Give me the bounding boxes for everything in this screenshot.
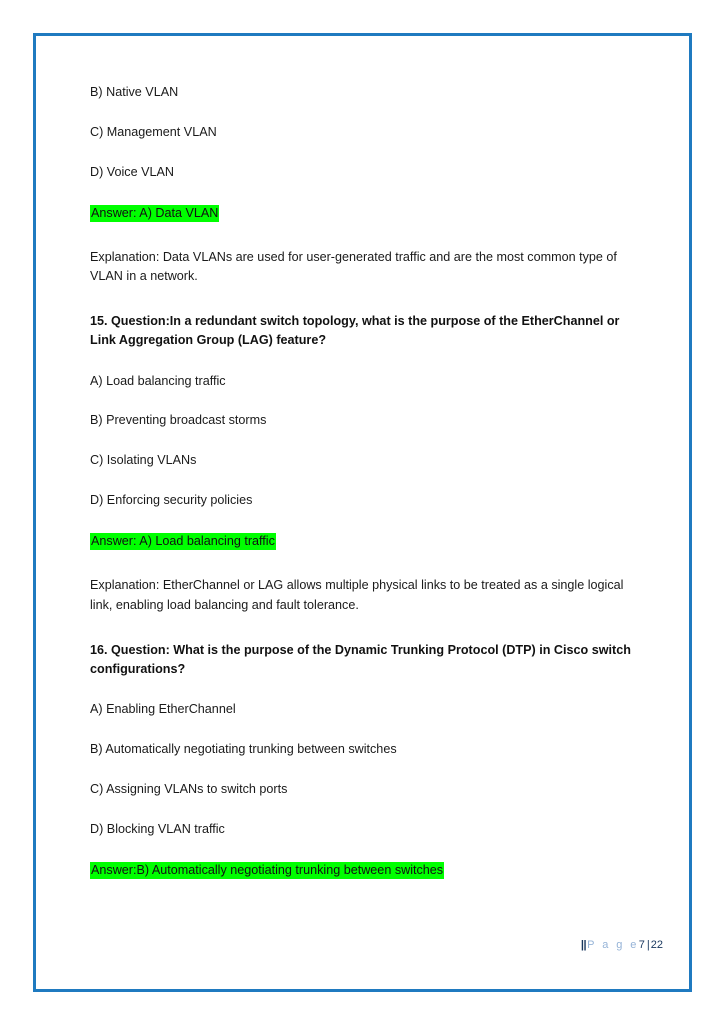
explanation-q14: Explanation: Data VLANs are used for user-generated traffic and are the most common type of VLAN in a network. [90, 250, 617, 284]
answer-q16-wrapper [90, 861, 650, 879]
footer-separator: | [646, 939, 650, 951]
page-footer [36, 940, 663, 951]
q16-option-b: B) Automatically negotiating trunking between switches [90, 741, 397, 756]
answer-q15-wrapper [90, 532, 650, 550]
q16-option-c: C) Assigning VLANs to switch ports [90, 781, 288, 796]
option-b-native-vlan: B) Native VLAN [90, 85, 179, 99]
question-16-heading: 16. Question: What is the purpose of the Dynamic Trunking Protocol (DTP) in Cisco switch configurations? [90, 642, 631, 676]
option-c-management-vlan: C) Management VLAN [90, 124, 217, 139]
answer-q14-wrapper [90, 204, 650, 222]
answer-highlight-q14: Answer: A) Data VLAN [91, 205, 219, 220]
footer-bars-glyph: || [580, 939, 587, 951]
answer-highlight-q16: Answer:B) Automatically negotiating trunking between switches [91, 862, 444, 877]
footer-page-label: P a g e [587, 939, 639, 951]
q15-option-c: C) Isolating VLANs [90, 453, 197, 468]
q16-option-d: D) Blocking VLAN traffic [90, 821, 225, 836]
footer-total-pages: 22 [650, 939, 663, 951]
explanation-q15: Explanation: EtherChannel or LAG allows multiple physical links to be treated as a single logical link, enabling load balancing and fault tolerance. [90, 578, 624, 612]
document-content [90, 84, 650, 901]
q16-option-a: A) Enabling EtherChannel [90, 702, 236, 716]
question-15-heading: 15. Question:In a redundant switch topology, what is the purpose of the EtherChannel or Link Aggregation Group (LAG) feature? [90, 314, 620, 348]
option-d-voice-vlan: D) Voice VLAN [90, 164, 174, 179]
page-border-frame [33, 33, 692, 992]
q15-option-d: D) Enforcing security policies [90, 493, 253, 508]
q15-option-b: B) Preventing broadcast storms [90, 413, 267, 428]
q15-option-a: A) Load balancing traffic [90, 373, 226, 388]
footer-page-number: 7 [638, 939, 645, 951]
answer-highlight-q15: Answer: A) Load balancing traffic [91, 534, 275, 549]
